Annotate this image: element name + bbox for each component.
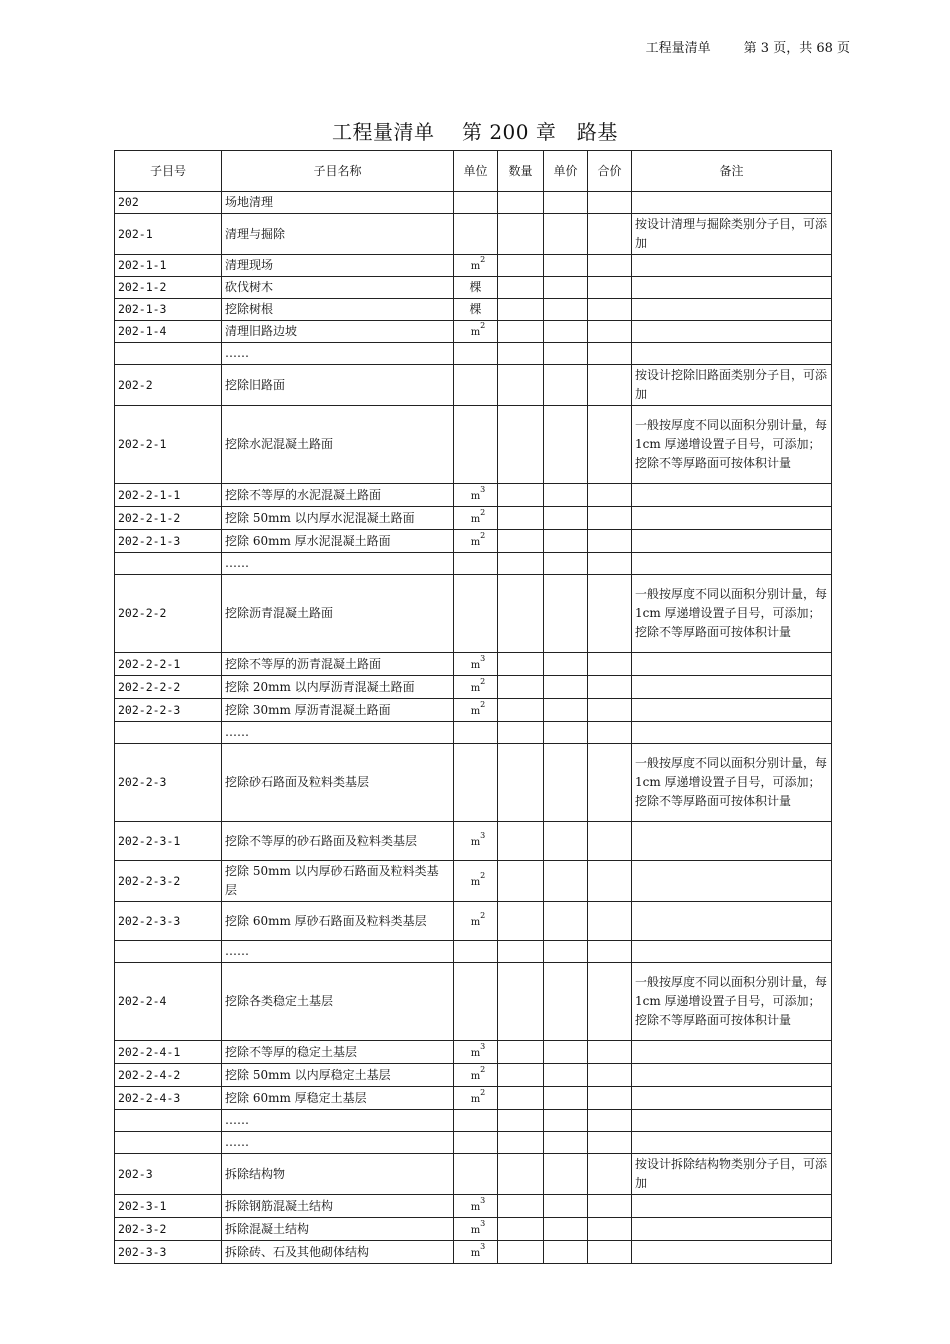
unit-cell xyxy=(454,214,498,255)
table-row xyxy=(115,406,832,484)
total-price-cell xyxy=(588,406,632,484)
total-price-cell xyxy=(588,902,632,941)
unit-cell xyxy=(454,822,498,861)
item-code-cell xyxy=(115,343,222,365)
item-name-cell: 挖除水泥混凝土路面 xyxy=(222,406,454,484)
remarks-cell xyxy=(632,1041,832,1064)
table-row xyxy=(115,941,832,963)
total-price-cell xyxy=(588,1087,632,1110)
item-name-cell: 挖除 20mm 以内厚沥青混凝土路面 xyxy=(222,676,454,699)
remarks-cell xyxy=(632,484,832,507)
remarks-cell xyxy=(632,861,832,902)
item-code-cell: 202-2-4-1 xyxy=(115,1041,222,1064)
unit-price-cell xyxy=(544,365,588,406)
item-name-cell: 挖除不等厚的沥青混凝土路面 xyxy=(222,653,454,676)
quantity-cell xyxy=(498,1241,544,1264)
remarks-cell xyxy=(632,343,832,365)
unit-price-cell xyxy=(544,255,588,277)
unit-cell xyxy=(454,530,498,553)
unit-cell xyxy=(454,941,498,963)
remarks-cell xyxy=(632,1110,832,1132)
quantity-cell xyxy=(498,1218,544,1241)
unit-price-cell xyxy=(544,1154,588,1195)
item-code-cell: 202-2-2-2 xyxy=(115,676,222,699)
unit-price-cell xyxy=(544,1241,588,1264)
unit-cell xyxy=(454,321,498,343)
total-price-cell xyxy=(588,530,632,553)
total-price-cell xyxy=(588,1110,632,1132)
unit-price-cell xyxy=(544,822,588,861)
total-price-cell xyxy=(588,507,632,530)
quantity-cell xyxy=(498,507,544,530)
item-name-cell: 挖除 60mm 厚稳定土基层 xyxy=(222,1087,454,1110)
item-name-cell: …… xyxy=(222,722,454,744)
total-price-cell xyxy=(588,321,632,343)
remarks-cell xyxy=(632,676,832,699)
header-page-info: 第 3 页，共 68 页 xyxy=(743,41,850,56)
unit-price-cell xyxy=(544,963,588,1041)
item-name-cell: …… xyxy=(222,1110,454,1132)
unit-cell xyxy=(454,343,498,365)
header-doc-name: 工程量清单 xyxy=(645,41,711,56)
item-name-cell: 清理现场 xyxy=(222,255,454,277)
unit-price-cell xyxy=(544,321,588,343)
unit-cell xyxy=(454,1087,498,1110)
item-code-cell: 202-2-3-1 xyxy=(115,822,222,861)
item-code-cell: 202-3-3 xyxy=(115,1241,222,1264)
quantity-cell xyxy=(498,530,544,553)
table-header-row xyxy=(115,151,832,192)
total-price-cell xyxy=(588,484,632,507)
quantity-cell xyxy=(498,744,544,822)
unit-value: m 2 xyxy=(470,870,486,888)
item-code-cell: 202-2 xyxy=(115,365,222,406)
unit-value: m 2 xyxy=(470,321,486,338)
unit-cell xyxy=(454,1132,498,1154)
total-price-cell xyxy=(588,255,632,277)
quantity-cell xyxy=(498,277,544,299)
quantity-cell xyxy=(498,299,544,321)
table-row xyxy=(115,1087,832,1110)
table-row xyxy=(115,1041,832,1064)
quantity-cell xyxy=(498,1132,544,1154)
quantity-cell xyxy=(498,484,544,507)
remarks-cell xyxy=(632,277,832,299)
col-header-name: 子目名称 xyxy=(222,151,454,192)
unit-cell: 棵 xyxy=(454,299,498,321)
item-name-cell: …… xyxy=(222,553,454,575)
quantity-cell xyxy=(498,192,544,214)
total-price-cell xyxy=(588,744,632,822)
table-row xyxy=(115,963,832,1041)
table-row xyxy=(115,553,832,575)
remarks-cell xyxy=(632,1195,832,1218)
bill-of-quantities-table xyxy=(114,150,832,1264)
unit-cell xyxy=(454,507,498,530)
remarks-cell: 按设计挖除旧路面类别分子目，可添加 xyxy=(632,365,832,406)
total-price-cell xyxy=(588,214,632,255)
item-code-cell: 202-2-3-3 xyxy=(115,902,222,941)
table-row xyxy=(115,530,832,553)
quantity-cell xyxy=(498,1041,544,1064)
total-price-cell xyxy=(588,575,632,653)
unit-cell xyxy=(454,653,498,676)
unit-value: m 3 xyxy=(470,653,486,671)
col-header-remarks: 备注 xyxy=(632,151,832,192)
table-row xyxy=(115,1064,832,1087)
unit-price-cell xyxy=(544,1087,588,1110)
remarks-cell: 一般按厚度不同以面积分别计量，每 1cm 厚递增设置子目号，可添加；挖除不等厚路面可按体积计量 xyxy=(632,744,832,822)
unit-price-cell xyxy=(544,722,588,744)
table-row xyxy=(115,1110,832,1132)
item-code-cell: 202-1-1 xyxy=(115,255,222,277)
unit-price-cell xyxy=(544,744,588,822)
col-header-code: 子目号 xyxy=(115,151,222,192)
unit-value: m 3 xyxy=(470,830,486,848)
total-price-cell xyxy=(588,941,632,963)
item-code-cell xyxy=(115,722,222,744)
table-row xyxy=(115,277,832,299)
remarks-cell xyxy=(632,1132,832,1154)
item-name-cell: 挖除旧路面 xyxy=(222,365,454,406)
item-code-cell xyxy=(115,941,222,963)
remarks-cell: 按设计清理与掘除类别分子目，可添加 xyxy=(632,214,832,255)
table-row xyxy=(115,822,832,861)
remarks-cell xyxy=(632,507,832,530)
unit-value: m 2 xyxy=(470,676,486,694)
table-row xyxy=(115,299,832,321)
item-name-cell: 挖除 50mm 以内厚稳定土基层 xyxy=(222,1064,454,1087)
unit-price-cell xyxy=(544,699,588,722)
item-name-cell: 场地清理 xyxy=(222,192,454,214)
unit-value: m 2 xyxy=(470,1087,486,1105)
item-code-cell: 202-1 xyxy=(115,214,222,255)
unit-cell xyxy=(454,406,498,484)
quantity-cell xyxy=(498,1087,544,1110)
item-name-cell: 挖除 60mm 厚砂石路面及粒料类基层 xyxy=(222,902,454,941)
unit-price-cell xyxy=(544,941,588,963)
item-name-cell: 拆除砖、石及其他砌体结构 xyxy=(222,1241,454,1264)
col-header-total-price: 合价 xyxy=(588,151,632,192)
table-row xyxy=(115,575,832,653)
item-code-cell: 202-2-2 xyxy=(115,575,222,653)
quantity-cell xyxy=(498,343,544,365)
item-code-cell: 202-1-2 xyxy=(115,277,222,299)
item-name-cell: 挖除沥青混凝土路面 xyxy=(222,575,454,653)
quantity-cell xyxy=(498,575,544,653)
item-name-cell: 挖除 60mm 厚水泥混凝土路面 xyxy=(222,530,454,553)
table-row xyxy=(115,1218,832,1241)
quantity-cell xyxy=(498,365,544,406)
item-name-cell: 挖除砂石路面及粒料类基层 xyxy=(222,744,454,822)
quantity-cell xyxy=(498,214,544,255)
table-row xyxy=(115,653,832,676)
unit-cell xyxy=(454,744,498,822)
unit-price-cell xyxy=(544,507,588,530)
item-name-cell: 清理与掘除 xyxy=(222,214,454,255)
table-row xyxy=(115,722,832,744)
unit-cell xyxy=(454,902,498,941)
item-code-cell: 202-1-4 xyxy=(115,321,222,343)
remarks-cell xyxy=(632,722,832,744)
unit-value: m 2 xyxy=(470,255,486,272)
table-row xyxy=(115,365,832,406)
quantity-cell xyxy=(498,553,544,575)
item-name-cell: …… xyxy=(222,941,454,963)
total-price-cell xyxy=(588,192,632,214)
unit-price-cell xyxy=(544,676,588,699)
unit-price-cell xyxy=(544,553,588,575)
item-code-cell: 202-2-2-3 xyxy=(115,699,222,722)
total-price-cell xyxy=(588,1041,632,1064)
quantity-cell xyxy=(498,1154,544,1195)
quantity-cell xyxy=(498,822,544,861)
total-price-cell xyxy=(588,1132,632,1154)
total-price-cell xyxy=(588,299,632,321)
quantity-cell xyxy=(498,722,544,744)
table-body xyxy=(115,192,832,1264)
col-header-unit-price: 单价 xyxy=(544,151,588,192)
remarks-cell xyxy=(632,299,832,321)
quantity-cell xyxy=(498,902,544,941)
unit-cell xyxy=(454,1241,498,1264)
item-code-cell: 202-2-1-2 xyxy=(115,507,222,530)
item-code-cell: 202-3-2 xyxy=(115,1218,222,1241)
table-row xyxy=(115,861,832,902)
quantity-cell xyxy=(498,1195,544,1218)
item-code-cell xyxy=(115,553,222,575)
unit-price-cell xyxy=(544,214,588,255)
table-row xyxy=(115,321,832,343)
item-code-cell: 202-1-3 xyxy=(115,299,222,321)
total-price-cell xyxy=(588,653,632,676)
unit-value: m 2 xyxy=(470,699,486,717)
quantity-cell xyxy=(498,321,544,343)
unit-price-cell xyxy=(544,1110,588,1132)
unit-cell xyxy=(454,1218,498,1241)
remarks-cell xyxy=(632,255,832,277)
total-price-cell xyxy=(588,365,632,406)
total-price-cell xyxy=(588,1195,632,1218)
unit-price-cell xyxy=(544,1064,588,1087)
quantity-cell xyxy=(498,699,544,722)
table-row xyxy=(115,1154,832,1195)
remarks-cell xyxy=(632,1087,832,1110)
unit-value: m 3 xyxy=(470,1241,486,1259)
item-name-cell: 挖除各类稳定土基层 xyxy=(222,963,454,1041)
remarks-cell xyxy=(632,653,832,676)
total-price-cell xyxy=(588,861,632,902)
total-price-cell xyxy=(588,963,632,1041)
unit-cell xyxy=(454,861,498,902)
total-price-cell xyxy=(588,722,632,744)
item-code-cell: 202-2-4-3 xyxy=(115,1087,222,1110)
total-price-cell xyxy=(588,553,632,575)
quantity-cell xyxy=(498,676,544,699)
remarks-cell xyxy=(632,699,832,722)
unit-price-cell xyxy=(544,530,588,553)
quantity-cell xyxy=(498,963,544,1041)
item-name-cell: …… xyxy=(222,343,454,365)
unit-value: m 2 xyxy=(470,910,486,928)
total-price-cell xyxy=(588,343,632,365)
quantity-cell xyxy=(498,406,544,484)
table-row xyxy=(115,343,832,365)
item-name-cell: 挖除不等厚的稳定土基层 xyxy=(222,1041,454,1064)
unit-price-cell xyxy=(544,299,588,321)
quantity-cell xyxy=(498,1064,544,1087)
total-price-cell xyxy=(588,1154,632,1195)
item-name-cell: 拆除结构物 xyxy=(222,1154,454,1195)
table-row xyxy=(115,902,832,941)
quantity-cell xyxy=(498,1110,544,1132)
remarks-cell: 按设计拆除结构物类别分子目，可添加 xyxy=(632,1154,832,1195)
item-name-cell: 拆除混凝土结构 xyxy=(222,1218,454,1241)
total-price-cell xyxy=(588,1241,632,1264)
table-row xyxy=(115,255,832,277)
unit-cell xyxy=(454,1041,498,1064)
unit-cell xyxy=(454,1195,498,1218)
remarks-cell xyxy=(632,941,832,963)
table-row xyxy=(115,1132,832,1154)
item-code-cell xyxy=(115,1132,222,1154)
item-code-cell: 202-2-4 xyxy=(115,963,222,1041)
quantity-cell xyxy=(498,255,544,277)
item-name-cell: 挖除不等厚的砂石路面及粒料类基层 xyxy=(222,822,454,861)
item-name-cell: …… xyxy=(222,1132,454,1154)
unit-cell xyxy=(454,575,498,653)
remarks-cell: 一般按厚度不同以面积分别计量，每 1cm 厚递增设置子目号，可添加；挖除不等厚路面可按体积计量 xyxy=(632,406,832,484)
item-code-cell: 202-2-1-3 xyxy=(115,530,222,553)
remarks-cell xyxy=(632,553,832,575)
remarks-cell xyxy=(632,1064,832,1087)
table-row xyxy=(115,1195,832,1218)
table-row xyxy=(115,1241,832,1264)
unit-price-cell xyxy=(544,406,588,484)
unit-price-cell xyxy=(544,484,588,507)
item-code-cell: 202-2-1 xyxy=(115,406,222,484)
item-name-cell: 挖除 50mm 以内厚砂石路面及粒料类基层 xyxy=(222,861,454,902)
item-name-cell: 挖除树根 xyxy=(222,299,454,321)
remarks-cell xyxy=(632,822,832,861)
item-code-cell: 202-2-2-1 xyxy=(115,653,222,676)
unit-value: m 3 xyxy=(470,1195,486,1213)
total-price-cell xyxy=(588,822,632,861)
unit-cell xyxy=(454,1064,498,1087)
total-price-cell xyxy=(588,277,632,299)
quantity-cell xyxy=(498,941,544,963)
table-row xyxy=(115,676,832,699)
remarks-cell: 一般按厚度不同以面积分别计量，每 1cm 厚递增设置子目号，可添加；挖除不等厚路面可按体积计量 xyxy=(632,963,832,1041)
quantity-cell xyxy=(498,861,544,902)
unit-cell xyxy=(454,963,498,1041)
total-price-cell xyxy=(588,1218,632,1241)
total-price-cell xyxy=(588,1064,632,1087)
unit-value: m 3 xyxy=(470,484,486,502)
page-title: 工程量清单 第 200 章 路基 xyxy=(332,120,618,144)
item-name-cell: 挖除 50mm 以内厚水泥混凝土路面 xyxy=(222,507,454,530)
item-code-cell: 202-2-4-2 xyxy=(115,1064,222,1087)
unit-value: m 2 xyxy=(470,507,486,525)
unit-price-cell xyxy=(544,192,588,214)
table-row xyxy=(115,214,832,255)
remarks-cell xyxy=(632,1218,832,1241)
unit-cell xyxy=(454,484,498,507)
unit-price-cell xyxy=(544,575,588,653)
remarks-cell xyxy=(632,1241,832,1264)
remarks-cell xyxy=(632,192,832,214)
unit-price-cell xyxy=(544,1218,588,1241)
unit-cell xyxy=(454,365,498,406)
col-header-quantity: 数量 xyxy=(498,151,544,192)
item-name-cell: 砍伐树木 xyxy=(222,277,454,299)
unit-value: m 2 xyxy=(470,1064,486,1082)
item-code-cell: 202-2-3 xyxy=(115,744,222,822)
unit-value: m 3 xyxy=(470,1041,486,1059)
total-price-cell xyxy=(588,676,632,699)
remarks-cell: 一般按厚度不同以面积分别计量，每 1cm 厚递增设置子目号，可添加；挖除不等厚路面可按体积计量 xyxy=(632,575,832,653)
unit-price-cell xyxy=(544,902,588,941)
unit-price-cell xyxy=(544,1195,588,1218)
item-code-cell: 202-3 xyxy=(115,1154,222,1195)
table-row xyxy=(115,744,832,822)
remarks-cell xyxy=(632,902,832,941)
table-row xyxy=(115,507,832,530)
remarks-cell xyxy=(632,321,832,343)
unit-cell xyxy=(454,1154,498,1195)
unit-cell xyxy=(454,699,498,722)
table-row xyxy=(115,484,832,507)
col-header-unit: 单位 xyxy=(454,151,498,192)
unit-value: m 3 xyxy=(470,1218,486,1236)
unit-price-cell xyxy=(544,1041,588,1064)
page-header xyxy=(646,37,850,56)
item-code-cell: 202-3-1 xyxy=(115,1195,222,1218)
table-row xyxy=(115,699,832,722)
item-code-cell: 202 xyxy=(115,192,222,214)
item-code-cell: 202-2-3-2 xyxy=(115,861,222,902)
item-code-cell: 202-2-1-1 xyxy=(115,484,222,507)
unit-cell xyxy=(454,676,498,699)
unit-cell: 棵 xyxy=(454,277,498,299)
table-row xyxy=(115,192,832,214)
remarks-cell xyxy=(632,530,832,553)
item-name-cell: 清理旧路边坡 xyxy=(222,321,454,343)
unit-cell xyxy=(454,192,498,214)
unit-cell xyxy=(454,255,498,277)
quantity-cell xyxy=(498,653,544,676)
unit-price-cell xyxy=(544,277,588,299)
item-name-cell: 挖除 30mm 厚沥青混凝土路面 xyxy=(222,699,454,722)
unit-price-cell xyxy=(544,653,588,676)
unit-price-cell xyxy=(544,1132,588,1154)
item-name-cell: 挖除不等厚的水泥混凝土路面 xyxy=(222,484,454,507)
item-code-cell xyxy=(115,1110,222,1132)
unit-value: m 2 xyxy=(470,530,486,548)
unit-cell xyxy=(454,1110,498,1132)
item-name-cell: 拆除钢筋混凝土结构 xyxy=(222,1195,454,1218)
unit-price-cell xyxy=(544,343,588,365)
unit-price-cell xyxy=(544,861,588,902)
unit-cell xyxy=(454,722,498,744)
total-price-cell xyxy=(588,699,632,722)
unit-cell xyxy=(454,553,498,575)
